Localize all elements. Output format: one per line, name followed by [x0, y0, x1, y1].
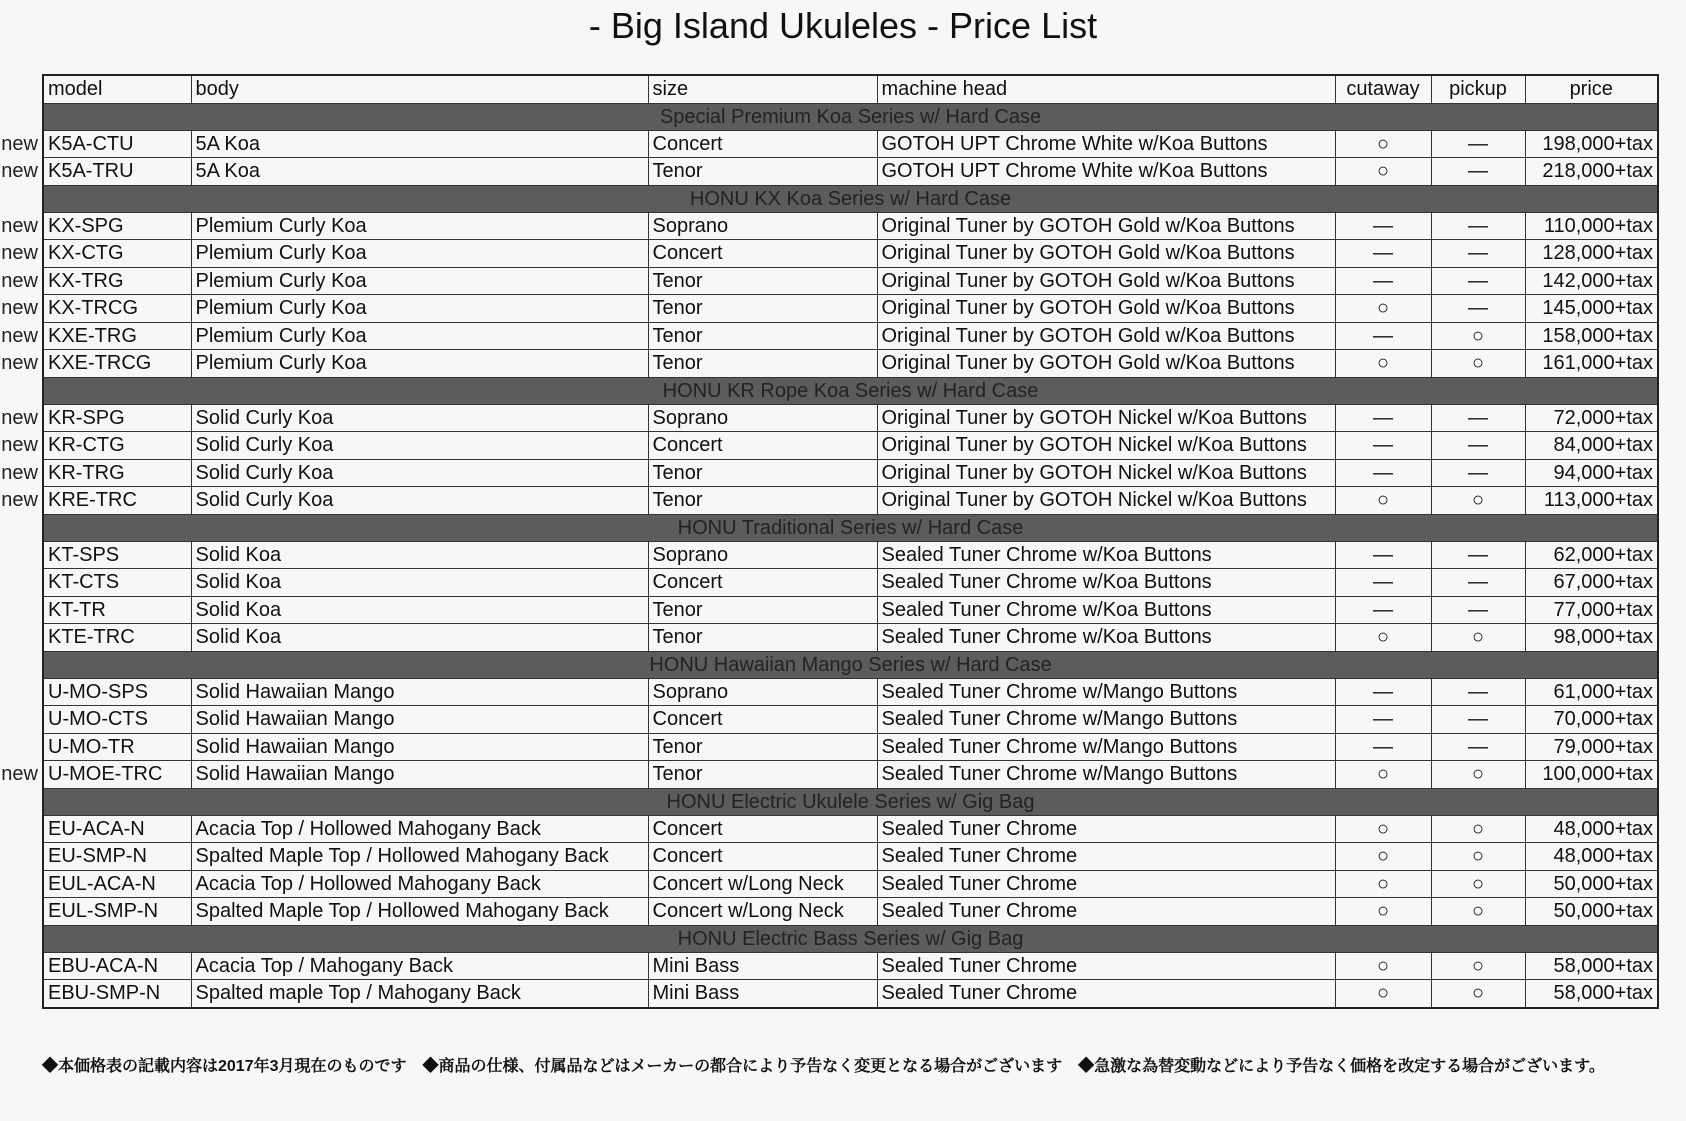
header-model: model [43, 75, 191, 103]
pickup-cell: — [1431, 459, 1525, 487]
size-cell: Concert [648, 432, 877, 460]
new-tag: new [1, 489, 38, 511]
machine-head-cell: Original Tuner by GOTOH Gold w/Koa Buttons [877, 212, 1335, 240]
table-row [43, 733, 1658, 761]
model-name: EBU-ACA-N [48, 954, 159, 977]
model-name: EBU-SMP-N [48, 982, 161, 1005]
price-cell: 62,000+tax [1525, 541, 1658, 569]
page-title: - Big Island Ukuleles - Price List [588, 5, 1098, 46]
size-cell: Tenor [648, 459, 877, 487]
series-name: HONU Electric Ukulele Series w/ Gig Bag [43, 788, 1658, 815]
header-body: body [191, 75, 648, 103]
series-name: HONU KX Koa Series w/ Hard Case [43, 185, 1658, 212]
cutaway-cell: ○ [1335, 870, 1431, 898]
model-name: KT-TR [48, 598, 106, 621]
machine-head-cell: GOTOH UPT Chrome White w/Koa Buttons [877, 130, 1335, 158]
cutaway-cell: ○ [1335, 487, 1431, 515]
series-header-row [43, 377, 1658, 404]
model-name: EUL-ACA-N [48, 872, 156, 895]
price-table-container [1, 74, 1657, 1009]
pickup-cell: — [1431, 267, 1525, 295]
body-cell: Spalted maple Top / Mahogany Back [191, 980, 648, 1008]
machine-head-cell: Original Tuner by GOTOH Gold w/Koa Buttons [877, 350, 1335, 378]
footer-note: ◆本価格表の記載内容は2017年3月現在のものです ◆商品の仕様、付属品などはメーカーの都合により予告なく変更となる場合がございます ◆急激な為替変動などにより予告なく価格を改定する場合がございます。 [42, 1058, 1605, 1075]
model-cell [1, 158, 191, 186]
machine-head-cell: Sealed Tuner Chrome [877, 898, 1335, 926]
price-cell: 98,000+tax [1525, 624, 1658, 652]
table-row [43, 295, 1658, 323]
cutaway-cell: ○ [1335, 130, 1431, 158]
size-cell: Mini Bass [648, 980, 877, 1008]
pickup-cell: ○ [1431, 843, 1525, 871]
table-body [1, 103, 1658, 1008]
price-cell: 61,000+tax [1525, 678, 1658, 706]
body-cell: Solid Hawaiian Mango [191, 678, 648, 706]
model-cell [43, 815, 191, 843]
price-cell: 198,000+tax [1525, 130, 1658, 158]
machine-head-cell: Original Tuner by GOTOH Nickel w/Koa Buttons [877, 459, 1335, 487]
machine-head-cell: Sealed Tuner Chrome w/Mango Buttons [877, 761, 1335, 789]
table-row [43, 980, 1658, 1008]
new-tag: new [1, 324, 38, 347]
cutaway-cell: ○ [1335, 952, 1431, 980]
price-table [1, 74, 1659, 1009]
pickup-cell: — [1431, 432, 1525, 460]
size-cell: Tenor [648, 295, 877, 323]
model-cell [43, 733, 191, 761]
machine-head-cell: Sealed Tuner Chrome w/Koa Buttons [877, 596, 1335, 624]
body-cell: Spalted Maple Top / Hollowed Mahogany Back [191, 843, 648, 871]
price-cell: 79,000+tax [1525, 733, 1658, 761]
table-row [43, 212, 1658, 240]
model-name: KX-SPG [48, 214, 124, 237]
table-row [43, 350, 1658, 378]
pickup-cell: ○ [1431, 761, 1525, 789]
cutaway-cell: — [1335, 322, 1431, 350]
body-cell: Plemium Curly Koa [191, 322, 648, 350]
size-cell: Concert w/Long Neck [648, 870, 877, 898]
new-tag: new [1, 160, 38, 182]
pickup-cell: — [1431, 733, 1525, 761]
model-cell [43, 870, 191, 898]
table-row [43, 569, 1658, 597]
pickup-cell: ○ [1431, 870, 1525, 898]
header-cutaway: cutaway [1335, 75, 1431, 103]
body-cell: Plemium Curly Koa [191, 267, 648, 295]
series-name: Special Premium Koa Series w/ Hard Case [43, 103, 1658, 130]
machine-head-cell: Sealed Tuner Chrome [877, 815, 1335, 843]
body-cell: Solid Curly Koa [191, 487, 648, 515]
model-cell [43, 541, 191, 569]
size-cell: Tenor [648, 350, 877, 378]
price-cell: 94,000+tax [1525, 459, 1658, 487]
table-row [43, 487, 1658, 515]
model-name: KT-SPS [48, 543, 120, 566]
model-name: KRE-TRC [48, 489, 137, 512]
pickup-cell: — [1431, 596, 1525, 624]
model-cell [43, 624, 191, 652]
model-name: EUL-SMP-N [48, 900, 159, 923]
table-row [43, 158, 1658, 186]
machine-head-cell: GOTOH UPT Chrome White w/Koa Buttons [877, 158, 1335, 186]
model-cell [1, 212, 191, 240]
machine-head-cell: Original Tuner by GOTOH Nickel w/Koa Buttons [877, 404, 1335, 432]
table-row [43, 706, 1658, 734]
price-cell: 84,000+tax [1525, 432, 1658, 460]
size-cell: Concert [648, 815, 877, 843]
machine-head-cell: Original Tuner by GOTOH Gold w/Koa Buttons [877, 267, 1335, 295]
cutaway-cell: — [1335, 459, 1431, 487]
model-cell [1, 130, 191, 158]
body-cell: Solid Koa [191, 596, 648, 624]
size-cell: Tenor [648, 267, 877, 295]
series-header-row [43, 788, 1658, 815]
table-row [43, 459, 1658, 487]
machine-head-cell: Sealed Tuner Chrome w/Mango Buttons [877, 678, 1335, 706]
pickup-cell: ○ [1431, 322, 1525, 350]
new-tag: new [1, 434, 38, 456]
pickup-cell: — [1431, 706, 1525, 734]
series-name: HONU Hawaiian Mango Series w/ Hard Case [43, 651, 1658, 678]
model-name: KX-CTG [48, 242, 124, 265]
model-cell [43, 952, 191, 980]
pickup-cell: — [1431, 240, 1525, 268]
model-cell [43, 980, 191, 1008]
cutaway-cell: ○ [1335, 980, 1431, 1008]
machine-head-cell: Sealed Tuner Chrome w/Mango Buttons [877, 733, 1335, 761]
new-tag: new [1, 132, 38, 155]
price-cell: 158,000+tax [1525, 322, 1658, 350]
price-cell: 161,000+tax [1525, 350, 1658, 378]
cutaway-cell: — [1335, 404, 1431, 432]
machine-head-cell: Sealed Tuner Chrome w/Mango Buttons [877, 706, 1335, 734]
new-tag: new [1, 214, 38, 237]
pickup-cell: — [1431, 130, 1525, 158]
pickup-cell: — [1431, 678, 1525, 706]
model-name: K5A-TRU [48, 160, 134, 183]
table-row [43, 678, 1658, 706]
model-cell [43, 596, 191, 624]
model-cell [1, 240, 191, 268]
model-cell [1, 295, 191, 323]
model-cell [1, 350, 191, 378]
machine-head-cell: Sealed Tuner Chrome w/Koa Buttons [877, 541, 1335, 569]
new-tag: new [1, 242, 38, 264]
body-cell: Solid Koa [191, 541, 648, 569]
size-cell: Soprano [648, 404, 877, 432]
price-cell: 50,000+tax [1525, 898, 1658, 926]
model-cell [43, 678, 191, 706]
series-header-row [43, 185, 1658, 212]
model-name: U-MO-SPS [48, 680, 148, 703]
cutaway-cell: — [1335, 733, 1431, 761]
new-tag: new [1, 461, 38, 484]
body-cell: Solid Koa [191, 569, 648, 597]
pickup-cell: ○ [1431, 624, 1525, 652]
body-cell: Plemium Curly Koa [191, 295, 648, 323]
pickup-cell: ○ [1431, 980, 1525, 1008]
cutaway-cell: — [1335, 706, 1431, 734]
table-row [43, 130, 1658, 158]
cutaway-cell: ○ [1335, 843, 1431, 871]
cutaway-cell: ○ [1335, 761, 1431, 789]
cutaway-cell: ○ [1335, 815, 1431, 843]
price-cell: 77,000+tax [1525, 596, 1658, 624]
body-cell: 5A Koa [191, 158, 648, 186]
machine-head-cell: Sealed Tuner Chrome [877, 870, 1335, 898]
pickup-cell: — [1431, 158, 1525, 186]
size-cell: Mini Bass [648, 952, 877, 980]
price-cell: 48,000+tax [1525, 815, 1658, 843]
body-cell: Plemium Curly Koa [191, 240, 648, 268]
price-cell: 100,000+tax [1525, 761, 1658, 789]
series-name: HONU KR Rope Koa Series w/ Hard Case [43, 377, 1658, 404]
table-row [43, 952, 1658, 980]
size-cell: Soprano [648, 212, 877, 240]
series-header-row [43, 651, 1658, 678]
cutaway-cell: — [1335, 541, 1431, 569]
machine-head-cell: Sealed Tuner Chrome w/Koa Buttons [877, 569, 1335, 597]
table-row [43, 843, 1658, 871]
model-cell [43, 898, 191, 926]
price-cell: 110,000+tax [1525, 212, 1658, 240]
series-name: HONU Electric Bass Series w/ Gig Bag [43, 925, 1658, 952]
model-cell [1, 404, 191, 432]
cutaway-cell: ○ [1335, 898, 1431, 926]
size-cell: Concert w/Long Neck [648, 898, 877, 926]
cutaway-cell: — [1335, 267, 1431, 295]
model-name: KT-CTS [48, 571, 120, 594]
size-cell: Concert [648, 843, 877, 871]
cutaway-cell: ○ [1335, 624, 1431, 652]
series-header-row [43, 925, 1658, 952]
body-cell: Acacia Top / Mahogany Back [191, 952, 648, 980]
new-tag: new [1, 763, 38, 785]
table-row [43, 240, 1658, 268]
table-row [43, 898, 1658, 926]
body-cell: Solid Hawaiian Mango [191, 706, 648, 734]
table-row [43, 870, 1658, 898]
price-cell: 142,000+tax [1525, 267, 1658, 295]
header-size: size [648, 75, 877, 103]
price-cell: 145,000+tax [1525, 295, 1658, 323]
model-name: U-MO-CTS [48, 708, 148, 731]
model-name: KXE-TRCG [48, 352, 152, 375]
size-cell: Soprano [648, 678, 877, 706]
table-row [43, 596, 1658, 624]
new-tag: new [1, 297, 38, 319]
cutaway-cell: ○ [1335, 350, 1431, 378]
price-cell: 67,000+tax [1525, 569, 1658, 597]
table-row [43, 541, 1658, 569]
size-cell: Soprano [648, 541, 877, 569]
size-cell: Concert [648, 569, 877, 597]
body-cell: 5A Koa [191, 130, 648, 158]
model-cell [1, 267, 191, 295]
body-cell: Solid Curly Koa [191, 459, 648, 487]
size-cell: Tenor [648, 158, 877, 186]
table-row [43, 624, 1658, 652]
new-tag: new [1, 406, 38, 429]
price-cell: 48,000+tax [1525, 843, 1658, 871]
pickup-cell: ○ [1431, 487, 1525, 515]
cutaway-cell: — [1335, 678, 1431, 706]
size-cell: Tenor [648, 322, 877, 350]
pickup-cell: — [1431, 212, 1525, 240]
model-name: KX-TRCG [48, 297, 138, 320]
model-cell [1, 322, 191, 350]
series-header-row [43, 514, 1658, 541]
machine-head-cell: Original Tuner by GOTOH Nickel w/Koa Buttons [877, 432, 1335, 460]
cutaway-cell: — [1335, 569, 1431, 597]
price-cell: 58,000+tax [1525, 980, 1658, 1008]
model-cell [43, 706, 191, 734]
model-name: KR-CTG [48, 434, 125, 457]
header-pickup: pickup [1431, 75, 1525, 103]
table-row [43, 815, 1658, 843]
machine-head-cell: Original Tuner by GOTOH Gold w/Koa Buttons [877, 240, 1335, 268]
pickup-cell: — [1431, 569, 1525, 597]
price-cell: 70,000+tax [1525, 706, 1658, 734]
header-row [43, 75, 1658, 103]
body-cell: Solid Hawaiian Mango [191, 761, 648, 789]
model-cell [1, 459, 191, 487]
model-name: KR-TRG [48, 461, 125, 484]
model-name: EU-SMP-N [48, 845, 147, 868]
cutaway-cell: ○ [1335, 295, 1431, 323]
machine-head-cell: Original Tuner by GOTOH Gold w/Koa Buttons [877, 322, 1335, 350]
model-cell [1, 487, 191, 515]
body-cell: Solid Hawaiian Mango [191, 733, 648, 761]
header-machine-head: machine head [877, 75, 1335, 103]
price-cell: 218,000+tax [1525, 158, 1658, 186]
model-name: U-MOE-TRC [48, 763, 163, 786]
size-cell: Concert [648, 706, 877, 734]
table-row [43, 432, 1658, 460]
price-cell: 50,000+tax [1525, 870, 1658, 898]
pickup-cell: ○ [1431, 815, 1525, 843]
pickup-cell: ○ [1431, 952, 1525, 980]
price-cell: 128,000+tax [1525, 240, 1658, 268]
series-name: HONU Traditional Series w/ Hard Case [43, 514, 1658, 541]
new-tag: new [1, 269, 38, 292]
pickup-cell: ○ [1431, 350, 1525, 378]
new-tag: new [1, 352, 38, 374]
size-cell: Concert [648, 240, 877, 268]
model-cell [43, 843, 191, 871]
machine-head-cell: Original Tuner by GOTOH Nickel w/Koa Buttons [877, 487, 1335, 515]
size-cell: Tenor [648, 596, 877, 624]
cutaway-cell: — [1335, 596, 1431, 624]
body-cell: Acacia Top / Hollowed Mahogany Back [191, 870, 648, 898]
model-cell [1, 761, 191, 789]
model-name: EU-ACA-N [48, 817, 145, 840]
body-cell: Acacia Top / Hollowed Mahogany Back [191, 815, 648, 843]
model-name: KR-SPG [48, 406, 125, 429]
model-name: U-MO-TR [48, 735, 135, 758]
series-header-row [43, 103, 1658, 130]
machine-head-cell: Sealed Tuner Chrome w/Koa Buttons [877, 624, 1335, 652]
pickup-cell: — [1431, 404, 1525, 432]
machine-head-cell: Original Tuner by GOTOH Gold w/Koa Buttons [877, 295, 1335, 323]
machine-head-cell: Sealed Tuner Chrome [877, 980, 1335, 1008]
price-cell: 113,000+tax [1525, 487, 1658, 515]
size-cell: Concert [648, 130, 877, 158]
body-cell: Solid Koa [191, 624, 648, 652]
cutaway-cell: — [1335, 432, 1431, 460]
body-cell: Plemium Curly Koa [191, 350, 648, 378]
model-name: KX-TRG [48, 269, 124, 292]
size-cell: Tenor [648, 487, 877, 515]
model-name: KXE-TRG [48, 324, 137, 347]
table-row [43, 267, 1658, 295]
price-cell: 72,000+tax [1525, 404, 1658, 432]
body-cell: Solid Curly Koa [191, 404, 648, 432]
table-row [43, 404, 1658, 432]
pickup-cell: — [1431, 295, 1525, 323]
machine-head-cell: Sealed Tuner Chrome [877, 843, 1335, 871]
body-cell: Plemium Curly Koa [191, 212, 648, 240]
model-cell [43, 569, 191, 597]
pickup-cell: ○ [1431, 898, 1525, 926]
size-cell: Tenor [648, 761, 877, 789]
body-cell: Solid Curly Koa [191, 432, 648, 460]
machine-head-cell: Sealed Tuner Chrome [877, 952, 1335, 980]
pickup-cell: — [1431, 541, 1525, 569]
body-cell: Spalted Maple Top / Hollowed Mahogany Back [191, 898, 648, 926]
model-name: K5A-CTU [48, 132, 134, 155]
cutaway-cell: — [1335, 240, 1431, 268]
header-price: price [1525, 75, 1658, 103]
model-cell [1, 432, 191, 460]
price-cell: 58,000+tax [1525, 952, 1658, 980]
table-row [43, 322, 1658, 350]
table-row [43, 761, 1658, 789]
cutaway-cell: — [1335, 212, 1431, 240]
size-cell: Tenor [648, 733, 877, 761]
model-name: KTE-TRC [48, 626, 135, 649]
cutaway-cell: ○ [1335, 158, 1431, 186]
size-cell: Tenor [648, 624, 877, 652]
